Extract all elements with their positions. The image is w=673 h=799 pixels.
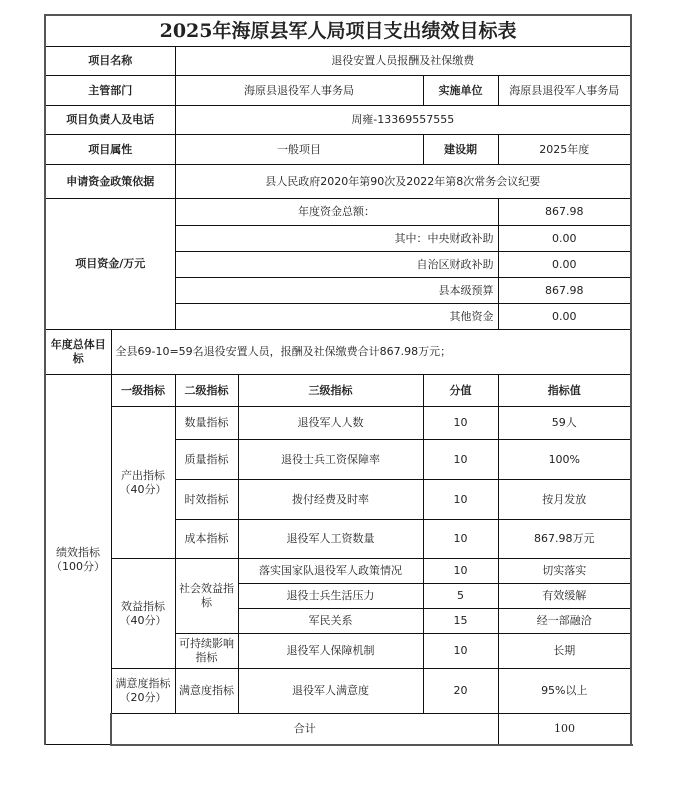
basis-value: 县人民政府2020年第90次及2022年第8次常务会议纪要 bbox=[175, 165, 631, 199]
period-value: 2025年度 bbox=[498, 135, 631, 165]
row-score: 20 bbox=[423, 669, 498, 714]
level2-sustain: 可持续影响指标 bbox=[175, 634, 238, 669]
level1-benefit: 效益指标（40分） bbox=[111, 559, 175, 669]
level1-satisfaction: 满意度指标（20分） bbox=[111, 669, 175, 714]
row-value: 100% bbox=[498, 440, 631, 480]
row-score: 5 bbox=[423, 584, 498, 609]
fund-region-value: 0.00 bbox=[498, 252, 631, 278]
level2-satisfaction: 满意度指标 bbox=[175, 669, 238, 714]
level1-output: 产出指标（40分） bbox=[111, 407, 175, 559]
row-value: 长期 bbox=[498, 634, 631, 669]
attr-value: 一般项目 bbox=[175, 135, 423, 165]
row-name: 退役军人满意度 bbox=[238, 669, 423, 714]
owner-value: 周雍-13369557555 bbox=[175, 106, 631, 135]
row-score: 10 bbox=[423, 634, 498, 669]
row-score: 15 bbox=[423, 609, 498, 634]
level2-social: 社会效益指标 bbox=[175, 559, 238, 634]
row-value: 95%以上 bbox=[498, 669, 631, 714]
row-value: 有效缓解 bbox=[498, 584, 631, 609]
fund-other-value: 0.00 bbox=[498, 304, 631, 330]
level2-cost: 成本指标 bbox=[175, 520, 238, 559]
row-name: 退役军人工资数量 bbox=[238, 520, 423, 559]
row-value: 按月发放 bbox=[498, 480, 631, 520]
fund-central-label: 其中：中央财政补助 bbox=[175, 226, 498, 252]
performance-target-table bbox=[44, 14, 632, 746]
dept-value: 海原县退役军人事务局 bbox=[175, 76, 423, 106]
level2-quantity: 数量指标 bbox=[175, 407, 238, 440]
impl-label: 实施单位 bbox=[423, 76, 498, 106]
fund-total-value: 867.98 bbox=[498, 199, 631, 226]
row-name: 退役士兵生活压力 bbox=[238, 584, 423, 609]
perf-label: 绩效指标（100分） bbox=[45, 375, 111, 745]
period-label: 建设期 bbox=[423, 135, 498, 165]
fund-other-label: 其他资金 bbox=[175, 304, 498, 330]
row-score: 10 bbox=[423, 480, 498, 520]
header-level2: 二级指标 bbox=[175, 375, 238, 407]
row-name: 拨付经费及时率 bbox=[238, 480, 423, 520]
fund-total-label: 年度资金总额： bbox=[175, 199, 498, 226]
row-value: 59人 bbox=[498, 407, 631, 440]
row-name: 退役军人人数 bbox=[238, 407, 423, 440]
fund-county-label: 县本级预算 bbox=[175, 278, 498, 304]
row-name: 军民关系 bbox=[238, 609, 423, 634]
total-score: 100 bbox=[498, 714, 631, 745]
level2-timeliness: 时效指标 bbox=[175, 480, 238, 520]
header-level1: 一级指标 bbox=[111, 375, 175, 407]
row-score: 10 bbox=[423, 520, 498, 559]
attr-label: 项目属性 bbox=[45, 135, 175, 165]
row-value: 经一部融洽 bbox=[498, 609, 631, 634]
row-name: 退役军人保障机制 bbox=[238, 634, 423, 669]
header-score: 分值 bbox=[423, 375, 498, 407]
page-title: 2025年海原县军人局项目支出绩效目标表 bbox=[45, 15, 631, 47]
dept-label: 主管部门 bbox=[45, 76, 175, 106]
row-score: 10 bbox=[423, 440, 498, 480]
row-name: 退役士兵工资保障率 bbox=[238, 440, 423, 480]
owner-label: 项目负责人及电话 bbox=[45, 106, 175, 135]
project-name-value: 退役安置人员报酬及社保缴费 bbox=[175, 47, 631, 76]
header-level3: 三级指标 bbox=[238, 375, 423, 407]
row-score: 10 bbox=[423, 559, 498, 584]
level2-quality: 质量指标 bbox=[175, 440, 238, 480]
row-value: 切实落实 bbox=[498, 559, 631, 584]
goal-text: 全县69-10=59名退役安置人员，报酬及社保缴费合计867.98万元； bbox=[111, 330, 631, 375]
row-name: 落实国家队退役军人政策情况 bbox=[238, 559, 423, 584]
basis-label: 申请资金政策依据 bbox=[45, 165, 175, 199]
fund-county-value: 867.98 bbox=[498, 278, 631, 304]
goal-label: 年度总体目标 bbox=[45, 330, 111, 375]
row-score: 10 bbox=[423, 407, 498, 440]
funds-label: 项目资金/万元 bbox=[45, 199, 175, 330]
fund-region-label: 自治区财政补助 bbox=[175, 252, 498, 278]
row-value: 867.98万元 bbox=[498, 520, 631, 559]
impl-value: 海原县退役军人事务局 bbox=[498, 76, 631, 106]
total-label: 合计 bbox=[111, 714, 498, 745]
fund-central-value: 0.00 bbox=[498, 226, 631, 252]
header-value: 指标值 bbox=[498, 375, 631, 407]
project-name-label: 项目名称 bbox=[45, 47, 175, 76]
